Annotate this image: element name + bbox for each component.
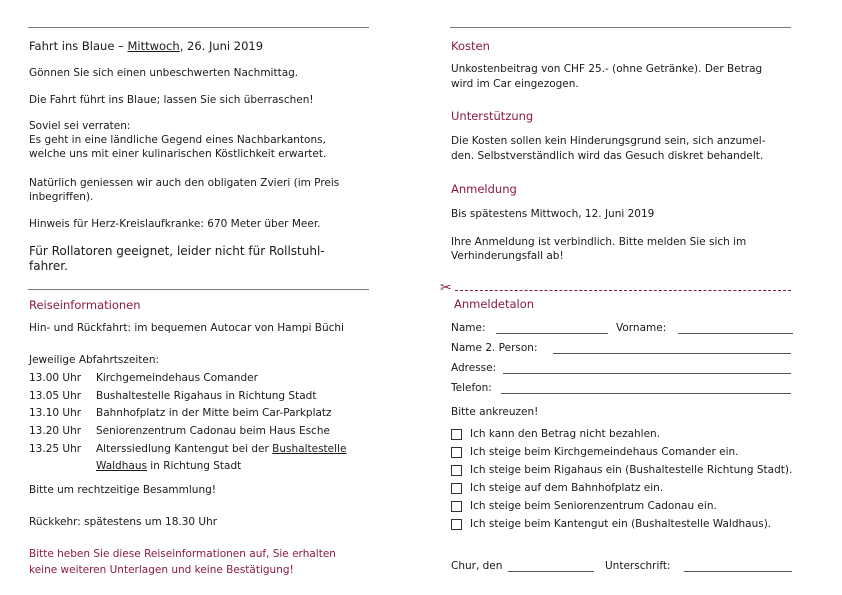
- option-label: Ich steige beim Seniorenzentrum Cadonau ein.: [470, 500, 717, 512]
- travel-route: Hin- und Rückfahrt: im bequemen Autocar von Hampi Büchi: [29, 322, 344, 334]
- option-label: Ich steige beim Kirchgemeindehaus Comander ein.: [470, 446, 739, 458]
- intro-text: Gönnen Sie sich einen unbeschwerten Nachmittag.: [29, 67, 299, 79]
- signature-label: Unterschrift:: [605, 560, 671, 572]
- person2-label: Name 2. Person:: [451, 342, 538, 354]
- cost-line-1: Unkostenbeitrag von CHF 25.- (ohne Getränke). Der Betrag: [451, 63, 763, 75]
- event-title: Fahrt ins Blaue – Mittwoch, 26. Juni 2019: [29, 39, 264, 53]
- signup-heading: Anmeldung: [451, 182, 517, 196]
- waldhaus-link: Waldhaus: [96, 460, 147, 472]
- departure-place: Seniorenzentrum Cadonau beim Haus Esche: [96, 425, 330, 437]
- signature-field[interactable]: [684, 561, 792, 572]
- option-label: Ich kann den Betrag nicht bezahlen.: [470, 428, 661, 440]
- support-heading: Unterstützung: [451, 109, 534, 123]
- departure-time: 13.05 Uhr: [29, 390, 82, 402]
- tick-prompt: Bitte ankreuzen!: [451, 406, 539, 418]
- event-day: Mittwoch: [127, 39, 180, 53]
- name-field[interactable]: [496, 323, 608, 334]
- keep-note-line-1: Bitte heben Sie diese Reiseinformationen auf, Sie erhalten: [29, 548, 336, 560]
- departure-place: Alterssiedlung Kantengut bei der Bushaltestelle: [96, 443, 347, 455]
- firstname-label: Vorname:: [616, 322, 667, 334]
- reveal-line-1: Soviel sei verraten:: [29, 120, 131, 132]
- departure-time: 13.10 Uhr: [29, 407, 82, 419]
- date-field[interactable]: [508, 561, 594, 572]
- phone-field[interactable]: [501, 383, 791, 394]
- scissors-icon: ✂: [440, 280, 452, 296]
- talon-heading: Anmeldetalon: [454, 297, 535, 311]
- top-rule-right: [450, 27, 791, 28]
- option-checkbox[interactable]: [451, 465, 462, 476]
- cut-line: [455, 290, 791, 291]
- heart-hint: Hinweis für Herz-Kreislaufkranke: 670 Meter über Meer.: [29, 218, 321, 230]
- return-time: Rückkehr: spätestens um 18.30 Uhr: [29, 516, 218, 528]
- section-rule-left: [28, 289, 369, 290]
- signup-line-2: Verhinderungsfall ab!: [451, 250, 564, 262]
- keep-note-line-2: keine weiteren Unterlagen und keine Bestätigung!: [29, 564, 294, 576]
- option-label: Ich steige beim Rigahaus ein (Bushaltestelle Richtung Stadt).: [470, 464, 793, 476]
- surprise-text: Die Fahrt führt ins Blaue; lassen Sie sich überraschen!: [29, 94, 314, 106]
- departure-place-cont: Waldhaus in Richtung Stadt: [96, 460, 242, 472]
- departure-place: Bahnhofplatz in der Mitte beim Car-Parkplatz: [96, 407, 332, 419]
- option-checkbox[interactable]: [451, 501, 462, 512]
- cost-heading: Kosten: [451, 39, 490, 53]
- rollator-line-1: Für Rollatoren geeignet, leider nicht für Rollstuhl-: [29, 244, 325, 258]
- person2-field[interactable]: [553, 343, 791, 354]
- bus-stop-link: Bushaltestelle: [272, 443, 347, 455]
- option-checkbox[interactable]: [451, 429, 462, 440]
- reveal-line-2: Es geht in eine ländliche Gegend eines Nachbarkantons,: [29, 134, 326, 146]
- option-checkbox[interactable]: [451, 483, 462, 494]
- departures-heading: Jeweilige Abfahrtszeiten:: [29, 354, 160, 366]
- address-label: Adresse:: [451, 362, 497, 374]
- option-label: Ich steige auf dem Bahnhofplatz ein.: [470, 482, 664, 494]
- departure-place: Bushaltestelle Rigahaus in Richtung Stadt: [96, 390, 317, 402]
- zvieri-line-1: Natürlich geniessen wir auch den obligaten Zvieri (im Preis: [29, 177, 340, 189]
- option-checkbox[interactable]: [451, 447, 462, 458]
- phone-label: Telefon:: [451, 382, 492, 394]
- cost-line-2: wird im Car eingezogen.: [451, 78, 579, 90]
- zvieri-line-2: inbegriffen).: [29, 191, 94, 203]
- top-rule-left: [28, 27, 369, 28]
- option-checkbox[interactable]: [451, 519, 462, 530]
- firstname-field[interactable]: [678, 323, 793, 334]
- rollator-line-2: fahrer.: [29, 259, 68, 273]
- support-line-1: Die Kosten sollen kein Hinderungsgrund sein, sich anzumel-: [451, 135, 766, 147]
- option-label: Ich steige beim Kantengut ein (Bushaltestelle Waldhaus).: [470, 518, 772, 530]
- travel-heading: Reiseinformationen: [29, 298, 141, 312]
- support-line-2: den. Selbstverständlich wird das Gesuch diskret behandelt.: [451, 150, 764, 162]
- address-field[interactable]: [503, 363, 791, 374]
- reveal-line-3: welche uns mit einer kulinarischen Köstlichkeit erwartet.: [29, 148, 327, 160]
- departure-time: 13.20 Uhr: [29, 425, 82, 437]
- departure-place: Kirchgemeindehaus Comander: [96, 372, 258, 384]
- departure-time: 13.25 Uhr: [29, 443, 82, 455]
- departure-time: 13.00 Uhr: [29, 372, 82, 384]
- place-date-label: Chur, den: [451, 560, 503, 572]
- signup-deadline: Bis spätestens Mittwoch, 12. Juni 2019: [451, 208, 655, 220]
- signup-line-1: Ihre Anmeldung ist verbindlich. Bitte melden Sie sich im: [451, 236, 747, 248]
- punctual-note: Bitte um rechtzeitige Besammlung!: [29, 484, 216, 496]
- name-label: Name:: [451, 322, 486, 334]
